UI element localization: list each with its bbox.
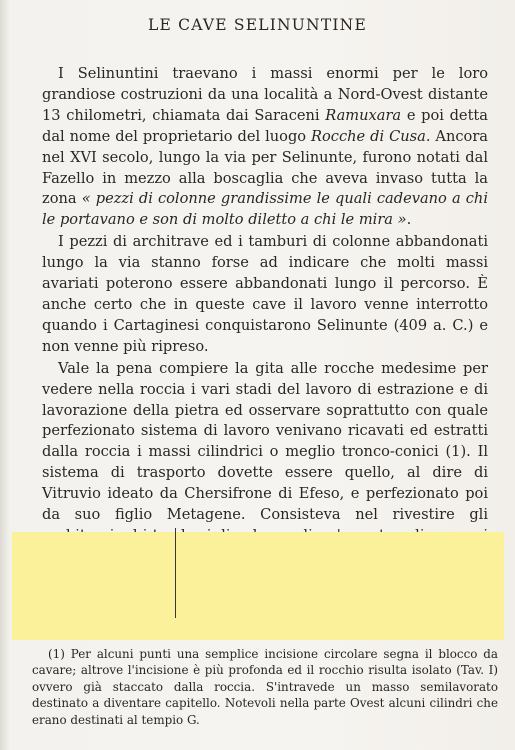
text-run: . [406,211,412,229]
footnote [32,646,498,728]
sticky-note-edge [175,528,176,618]
text-run: I pezzi di architrave ed i tamburi di colonne abbandonati lungo la via stanno forse ad indicare che molti massi avariati poterono essere abbandonati lungo il percorso. È anche certo che in queste cave il lavoro venne interrotto quando i Cartaginesi conquistarono Selinunte (409 a. C.) e non venne più ripreso. [42,233,488,355]
quote-italic: « pezzi di colonne grandissime le quali cadevano a chi le portavano e son di molto diletto a chi le mira » [42,190,488,229]
footnote-text: (1) Per alcuni punti una semplice incisione circolare segna il blocco da cavare; altrove l'incisione è più profonda ed il rocchio risulta isolato (Tav. I) ovvero già staccato dalla roccia. S'intravede un masso semilavorato destinato a diventare capitello. Notevoli nella parte Ovest alcuni cilindri che erano destinati al tempio G. [32,647,498,727]
page-title: LE CAVE SELINUNTINE [148,16,367,34]
text-run: I Selinuntini traevano i massi enormi per le loro grandiose costruzioni da una località a Nord-Ovest distante 13 chilometri, chiamata dai Saraceni [42,65,488,124]
body-text [42,64,488,589]
text-run: e poi detta dal nome del proprietario del luogo [42,106,488,145]
paragraph [42,232,488,357]
sticky-note [12,532,504,640]
text-run: Vale la pena compiere la gita alle rocche medesime per vedere nella roccia i vari stadi del lavoro di estrazione e di lavorazione della pietra ed osservare soprattutto con quale perfezionato sistema di lavoro venivano ricavati ed estratti dalla roccia i massi cilindrici o meglio tronco-conici (1). Il sistema di trasporto dovette essere quello, al dire di Vitruvio ideato da Chersifrone di Efeso, e perfezionato poi da suo figlio Metagene. Consisteva nel rivestire gli [42,359,488,524]
text-run-italic: Rocche di Cusa [311,127,426,145]
text-run: . Ancora nel XVI secolo, lungo la via per Selinunte, furono notati dal Fazello in mezzo alla boscaglia che aveva invaso tutta la zona [42,127,488,208]
text-run-italic: Ramuxara [325,106,402,124]
paragraph [42,64,488,231]
